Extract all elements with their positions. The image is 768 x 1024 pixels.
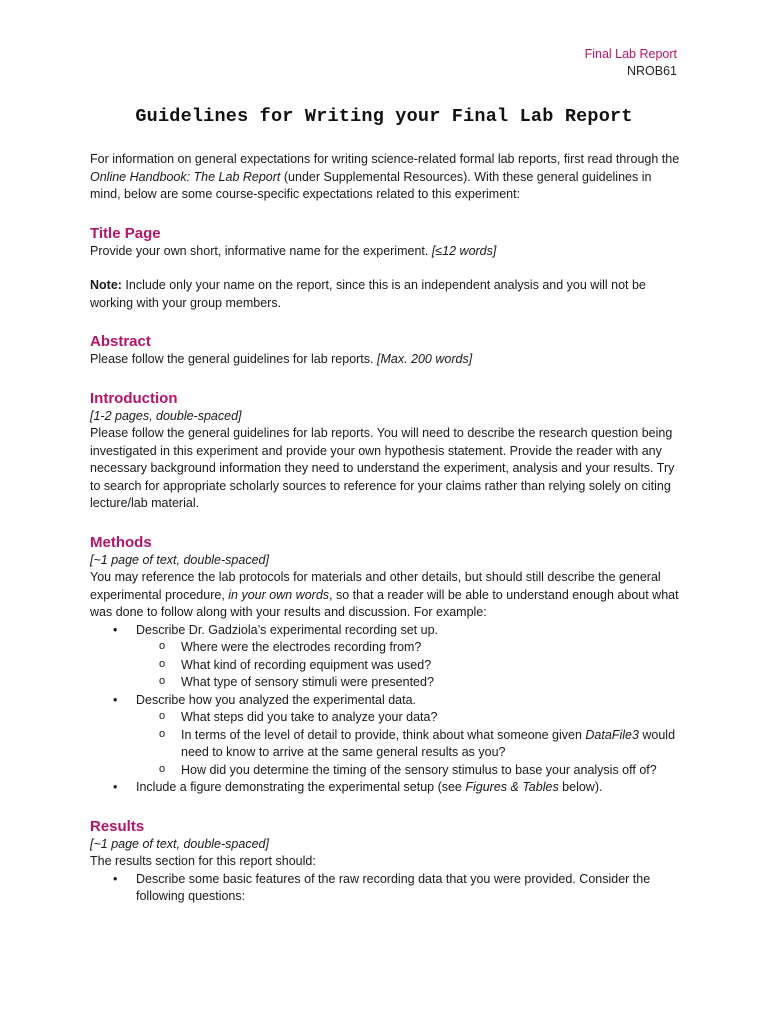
section-heading-methods: Methods [90, 533, 152, 551]
results-text: The results section for this report should: [90, 854, 316, 868]
list-item [90, 692, 680, 780]
results-list [90, 871, 680, 906]
methods-text-1: You may reference the lab protocols for materials and other details, but should still describe the general experimental procedure, [90, 570, 661, 602]
sub-item-text: would need to know to arrive at the same general results as you? [181, 727, 676, 759]
list-item [90, 779, 680, 797]
section-heading-title-page: Title Page [90, 224, 161, 242]
sub-item-text: In terms of the level of detail to provide, think about what someone given [181, 727, 586, 742]
datafile-name: DataFile3 [585, 727, 639, 742]
list-item [136, 727, 680, 762]
course-code: NROB61 [626, 64, 677, 78]
methods-length-text: [~1 page of text, double-spaced] [90, 552, 269, 567]
list-item: o What kind of recording equipment was used? [136, 657, 680, 675]
document-title: Guidelines for Writing your Final Lab Report [135, 106, 633, 127]
methods-text [90, 569, 680, 622]
introduction-length-text: [1-2 pages, double-spaced] [90, 408, 242, 423]
note-text: Include only your name on the report, since this is an independent analysis and you will not be working with your group members. [90, 278, 646, 310]
list-item: o What steps did you take to analyze your data? [136, 709, 680, 727]
methods-text-2: , so that a reader will be able to understand enough about what was done to follow along with your results and discussion. For example: [90, 587, 679, 619]
introduction-text: Please follow the general guidelines for lab reports. You will need to describe the research question being investigated in this experiment and provide your own hypothesis statement. Provide the reader with any necessary background information they need to understand the experiment, analysis and your results. Try to search for appropriate scholarly sources to reference for your claims rather than relying solely on citing lecture/lab material. [90, 426, 675, 510]
sub-list [136, 709, 680, 779]
methods-own-words: in your own words [228, 587, 330, 602]
intro-text-2: (under Supplemental Resources). With these general guidelines in mind, below are some course-specific expectations related to this experiment: [90, 169, 652, 201]
methods-bullet-2: Describe how you analyzed the experimental data. [136, 692, 417, 707]
title-page-word-limit: [≤12 words] [431, 243, 497, 258]
intro-handbook-title: Online Handbook: The Lab Report [90, 169, 281, 184]
sub-list [136, 639, 680, 692]
section-heading-introduction: Introduction [90, 389, 178, 407]
list-item: o Where were the electrodes recording from? [136, 639, 680, 657]
abstract-text [90, 351, 680, 369]
methods-bullet-3-end: below). [558, 780, 603, 794]
figures-tables-ref: Figures & Tables [465, 780, 559, 794]
introduction-length [90, 408, 680, 426]
note-label: Note: [90, 278, 122, 292]
document-body [90, 151, 680, 906]
intro-text-1: For information on general expectations for writing science-related formal lab reports, first read through the [90, 152, 680, 166]
list-item [90, 622, 680, 692]
title-page-note [90, 277, 680, 312]
methods-length [90, 552, 680, 570]
title-page-instruction: Provide your own short, informative name for the experiment. [90, 243, 432, 258]
list-item: o What type of sensory stimuli were presented? [136, 674, 680, 692]
abstract-instruction: Please follow the general guidelines for lab reports. [90, 352, 377, 366]
abstract-word-limit: [Max. 200 words] [376, 352, 473, 366]
section-heading-abstract: Abstract [90, 333, 151, 350]
document-header [585, 46, 677, 80]
course-label: Final Lab Report [584, 47, 677, 61]
intro-paragraph [90, 151, 680, 204]
methods-bullet-3-text: Include a figure demonstrating the experimental setup (see [136, 780, 466, 794]
methods-bullet-1: Describe Dr. Gadziola’s experimental recording set up. [136, 622, 438, 637]
list-item: o How did you determine the timing of the sensory stimulus to base your analysis off of? [136, 762, 680, 780]
title-page-text [90, 243, 680, 261]
list-item: • Describe some basic features of the raw recording data that you were provided. Consider the following questions: [90, 871, 680, 906]
section-heading-results: Results [90, 817, 145, 835]
methods-list [90, 622, 680, 797]
results-length-text: [~1 page of text, double-spaced] [90, 836, 269, 851]
results-length [90, 836, 680, 854]
